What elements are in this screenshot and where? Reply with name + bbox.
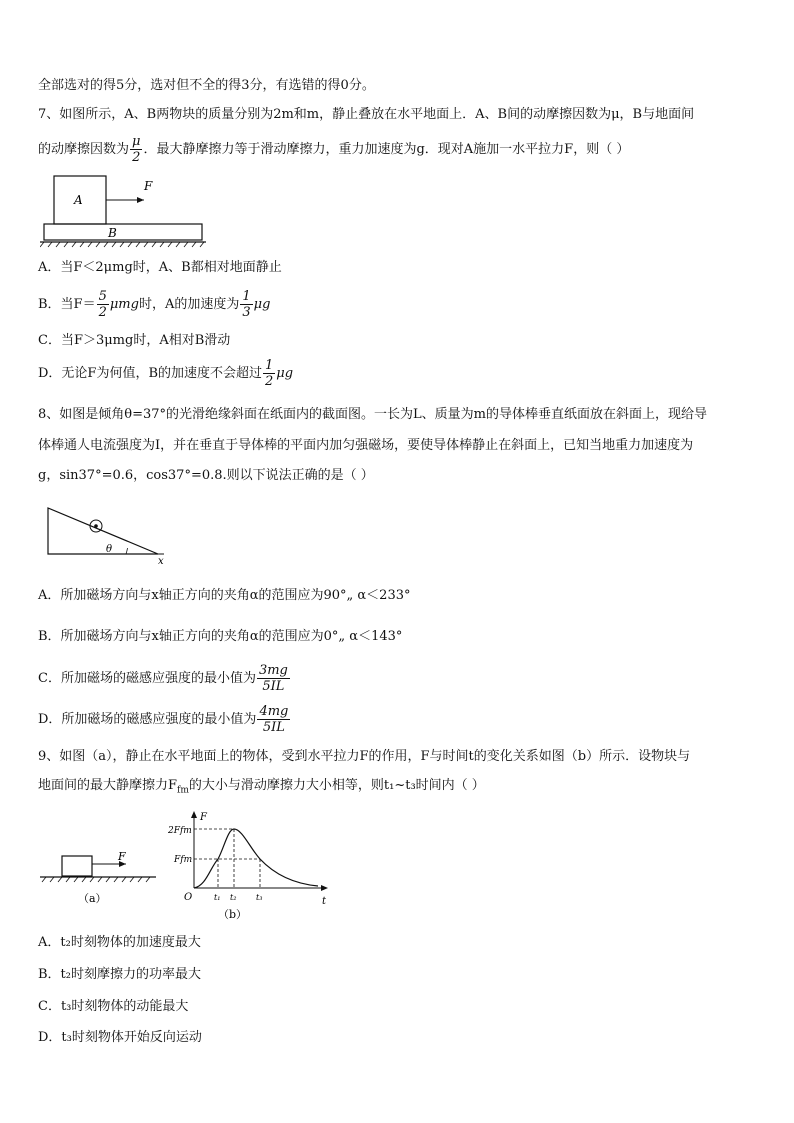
q8-optc-frac xyxy=(257,663,290,694)
frac-numerator: 5 xyxy=(98,289,107,304)
q9-stem-line1: 9、如图（a），静止在水平地面上的物体，受到水平拉力F的作用，F与时间t的变化关系如图（b）所示．设物块与 xyxy=(38,749,691,764)
q7-stem-line2 xyxy=(38,133,629,167)
block-b-label: B xyxy=(108,226,117,240)
q7-optb-mid: 时，A的加速度为 xyxy=(138,297,240,312)
incline xyxy=(48,508,158,554)
origin-label: O xyxy=(184,892,193,903)
q7-option-c[interactable]: C．当F＞3μmg时，A相对B滑动 xyxy=(38,333,231,348)
q7-optd-frac xyxy=(263,358,275,389)
intro-text: 全部选对的得5分，选对但不全的得3分，有选错的得0分。 xyxy=(38,78,375,93)
t1-label: t₁ xyxy=(214,893,221,902)
q9-line2-post: 的大小与滑动摩擦力大小相等，则t₁~t₃时间内（ ） xyxy=(188,778,485,793)
q7-option-d[interactable] xyxy=(38,357,293,391)
block-b xyxy=(44,224,202,240)
q7-optd-pre: D．无论F为何值，B的加速度不会超过 xyxy=(38,366,262,381)
frac-denominator: 2 xyxy=(132,150,141,165)
q9-figure-b xyxy=(166,808,338,924)
q8-option-a[interactable]: A．所加磁场方向与x轴正方向的夹角α的范围应为90°„ α＜233° xyxy=(38,588,411,603)
force-label: F xyxy=(118,850,126,863)
frac-denominator: 2 xyxy=(265,374,274,389)
q8-option-b[interactable]: B．所加磁场方向与x轴正方向的夹角α的范围应为0°„ α＜143° xyxy=(38,629,403,644)
q8-stem-line3: g，sin37°=0.6，cos37°=0.8.则以下说法正确的是（ ） xyxy=(38,468,374,483)
frac-numerator: 1 xyxy=(265,358,274,373)
q9-line2-sub: fm xyxy=(177,785,189,796)
q7-optb-pre: B．当F＝ xyxy=(38,297,96,312)
f-axis-label: F xyxy=(200,812,207,823)
q8-optd-frac xyxy=(257,704,290,735)
ground-hatch xyxy=(42,877,150,882)
caption-a: （a） xyxy=(78,892,107,905)
q7-optb-mumg: μmg xyxy=(109,297,139,312)
frac-denominator: 5IL xyxy=(262,720,285,735)
q7-optb-frac1 xyxy=(97,289,109,320)
q7-mu-over-2 xyxy=(130,134,142,165)
force-label: F xyxy=(144,179,153,193)
q7-option-a[interactable]: A．当F＜2μmg时，A、B都相对地面静止 xyxy=(38,260,282,275)
q7-line2-pre: 的动摩擦因数为 xyxy=(38,142,130,157)
q7-option-b[interactable] xyxy=(38,288,270,322)
caption-b: （b） xyxy=(218,908,248,921)
q9-option-a[interactable]: A．t₂时刻物体的加速度最大 xyxy=(38,935,201,950)
frac-numerator: 1 xyxy=(242,289,251,304)
q9-option-b[interactable]: B．t₂时刻摩擦力的功率最大 xyxy=(38,967,201,982)
frac-numerator: μ xyxy=(132,134,141,149)
ground-hatch xyxy=(40,242,204,247)
frac-numerator: 4mg xyxy=(259,704,289,719)
q8-option-c[interactable] xyxy=(38,661,291,697)
q8-optd-pre: D．所加磁场的磁感应强度的最小值为 xyxy=(38,712,257,727)
q8-stem-line2: 体棒通人电流强度为I，并在垂直于导体棒的平面内加匀强磁场，要使导体棒静止在斜面上，已知当地重力加速度为 xyxy=(38,438,694,453)
angle-arc xyxy=(126,548,128,554)
q7-optb-mug: μg xyxy=(253,297,271,312)
q8-optc-pre: C．所加磁场的磁感应强度的最小值为 xyxy=(38,671,256,686)
block-a-label: A xyxy=(74,193,83,207)
x-axis-label: x xyxy=(158,556,164,566)
q9-option-d[interactable]: D．t₃时刻物体开始反向运动 xyxy=(38,1030,202,1045)
q8-option-d[interactable] xyxy=(38,702,291,738)
q7-optb-frac2 xyxy=(240,289,252,320)
q7-optd-mug: μg xyxy=(276,366,294,381)
t2-label: t₂ xyxy=(230,893,237,902)
q8-figure xyxy=(44,504,174,566)
current-out-dot xyxy=(94,524,98,528)
t-axis-label: t xyxy=(322,896,327,907)
frac-denominator: 5IL xyxy=(262,679,285,694)
y-tick-2ffm: 2Ffm xyxy=(168,826,192,836)
q9-line2-pre: 地面间的最大静摩擦力F xyxy=(38,778,178,793)
frac-denominator: 2 xyxy=(98,305,107,320)
frac-denominator: 3 xyxy=(242,305,251,320)
q7-stem-line1: 7、如图所示，A、B两物块的质量分别为2m和m，静止叠放在水平地面上．A、B间的动摩擦因数为μ，B与地面间 xyxy=(38,107,695,122)
q9-option-c[interactable]: C．t₃时刻物体的动能最大 xyxy=(38,999,189,1014)
q9-stem-line2 xyxy=(38,777,485,800)
block xyxy=(62,856,92,876)
force-curve xyxy=(194,829,318,888)
theta-label: θ xyxy=(106,544,113,555)
force-arrowhead xyxy=(137,197,144,203)
t-axis-arrowhead xyxy=(321,885,328,891)
frac-numerator: 3mg xyxy=(258,663,288,678)
q9-figure-a xyxy=(40,846,160,906)
y-tick-ffm: Ffm xyxy=(174,855,193,865)
t3-label: t₃ xyxy=(256,893,263,902)
q8-stem-line1: 8、如图是倾角θ=37°的光滑绝缘斜面在纸面内的截面图。一长为L、质量为m的导体棒垂直纸面放在斜面上，现给导 xyxy=(38,407,707,422)
q7-line2-post: ．最大静摩擦力等于滑动摩擦力，重力加速度为g．现对A施加一水平拉力F，则（ ） xyxy=(143,142,630,157)
f-axis-arrowhead xyxy=(191,811,197,818)
q7-figure xyxy=(40,172,210,248)
